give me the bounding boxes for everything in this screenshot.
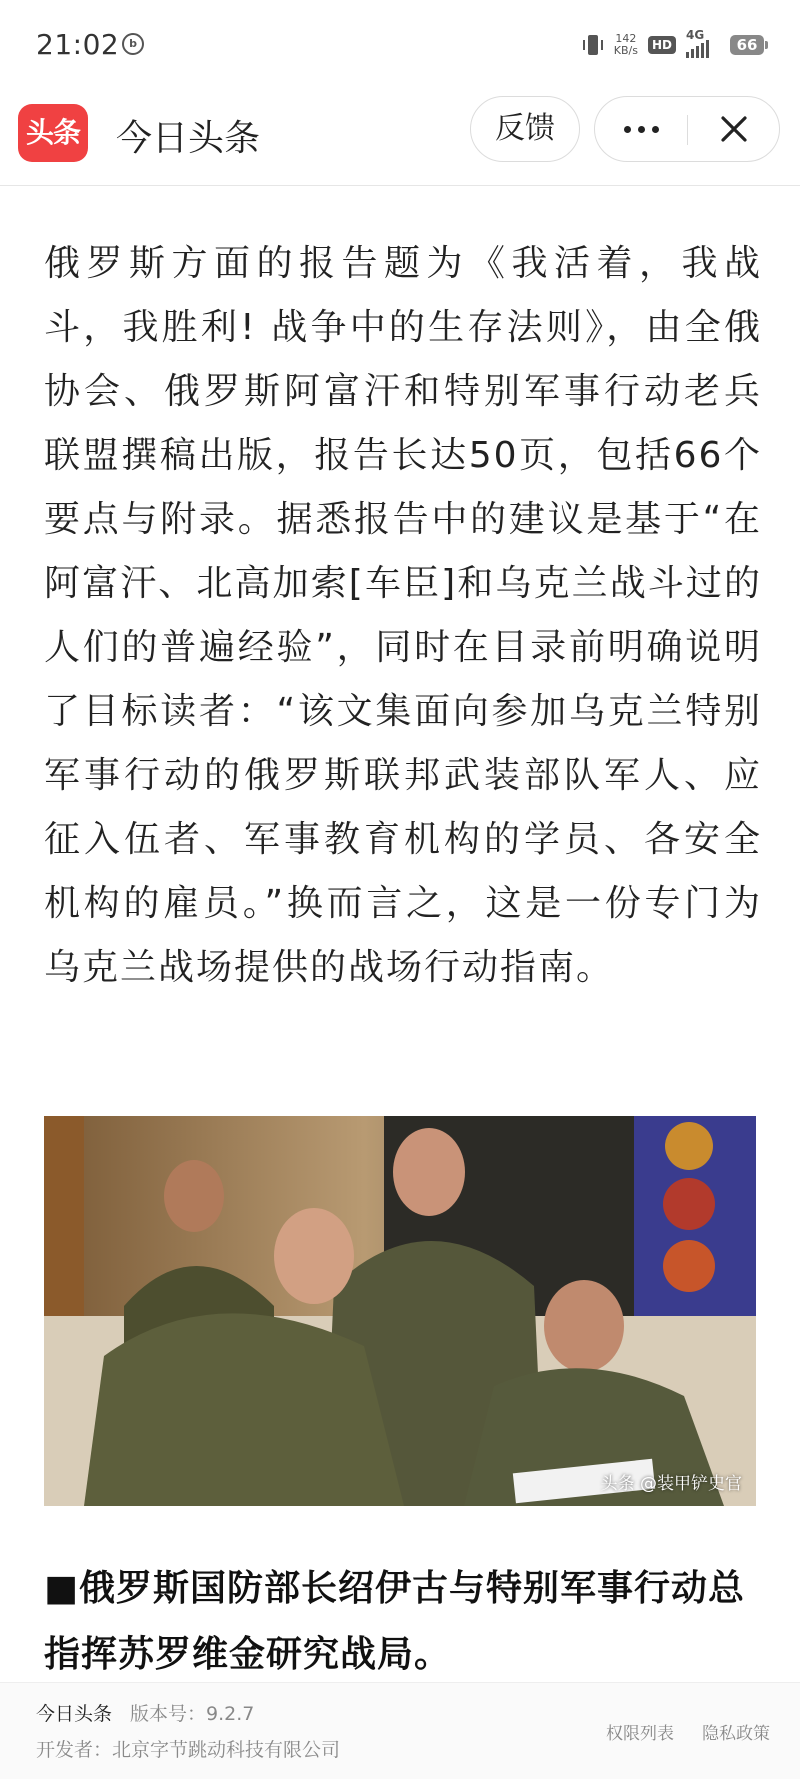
- status-icons: [582, 28, 764, 62]
- footer-version: 版本号：9.2.7: [130, 1703, 255, 1725]
- battery-icon: 66: [730, 35, 764, 55]
- vibrate-icon: [582, 33, 604, 57]
- app-header: [0, 90, 800, 186]
- app-title: 今日头条: [116, 118, 261, 159]
- network-speed-value: 142: [615, 32, 637, 45]
- more-button[interactable]: [595, 97, 687, 161]
- mini-program-capsule: [594, 96, 780, 162]
- permissions-link[interactable]: 权限列表: [606, 1724, 674, 1744]
- close-button[interactable]: [688, 97, 780, 161]
- footer-developer: 开发者：北京字节跳动科技有限公司: [36, 1739, 341, 1761]
- signal-icon: [686, 28, 720, 58]
- article-image[interactable]: [44, 1116, 756, 1506]
- network-speed: [614, 33, 638, 57]
- image-watermark: 头条 @装甲铲史官: [600, 1474, 742, 1494]
- network-type: 4G: [686, 28, 705, 42]
- article-paragraph: 俄罗斯方面的报告题为《我活着，我战斗，我胜利! 战争中的生存法则》，由全俄协会、俄罗斯阿富汗和特别军事行动老兵联盟撰稿出版，报告长达50页，包括66个要点与附录。据悉报告中的建议是基于“在阿富汗、北高加索[车臣]和乌克兰战斗过的人们的普遍经验”，同时在目录前明确说明了目标读者：“该文集面向参加乌克兰特别军事行动的俄罗斯联邦武装部队军人、应征入伍者、军事教育机构的学员、各安全机构的雇员。”换而言之，这是一份专门为乌克兰战场提供的战场行动指南。: [44, 243, 762, 988]
- network-speed-unit: KB/s: [613, 44, 638, 57]
- status-time: 21:02: [36, 28, 120, 61]
- footer-app-name: 今日头条: [36, 1703, 113, 1725]
- notification-icon: b: [122, 33, 144, 55]
- privacy-policy-link[interactable]: 隐私政策: [702, 1724, 770, 1744]
- close-icon: [719, 114, 749, 144]
- status-bar: [0, 0, 800, 90]
- app-logo: 头条: [18, 104, 88, 162]
- feedback-button[interactable]: 反馈: [470, 96, 580, 162]
- officers-meeting-image: [44, 1116, 756, 1506]
- app-info-bar: [0, 1682, 800, 1779]
- more-dots-icon: [624, 126, 631, 133]
- hd-badge: HD: [648, 36, 676, 54]
- image-caption: ■俄罗斯国防部长绍伊古与特别军事行动总指挥苏罗维金研究战局。: [44, 1568, 746, 1675]
